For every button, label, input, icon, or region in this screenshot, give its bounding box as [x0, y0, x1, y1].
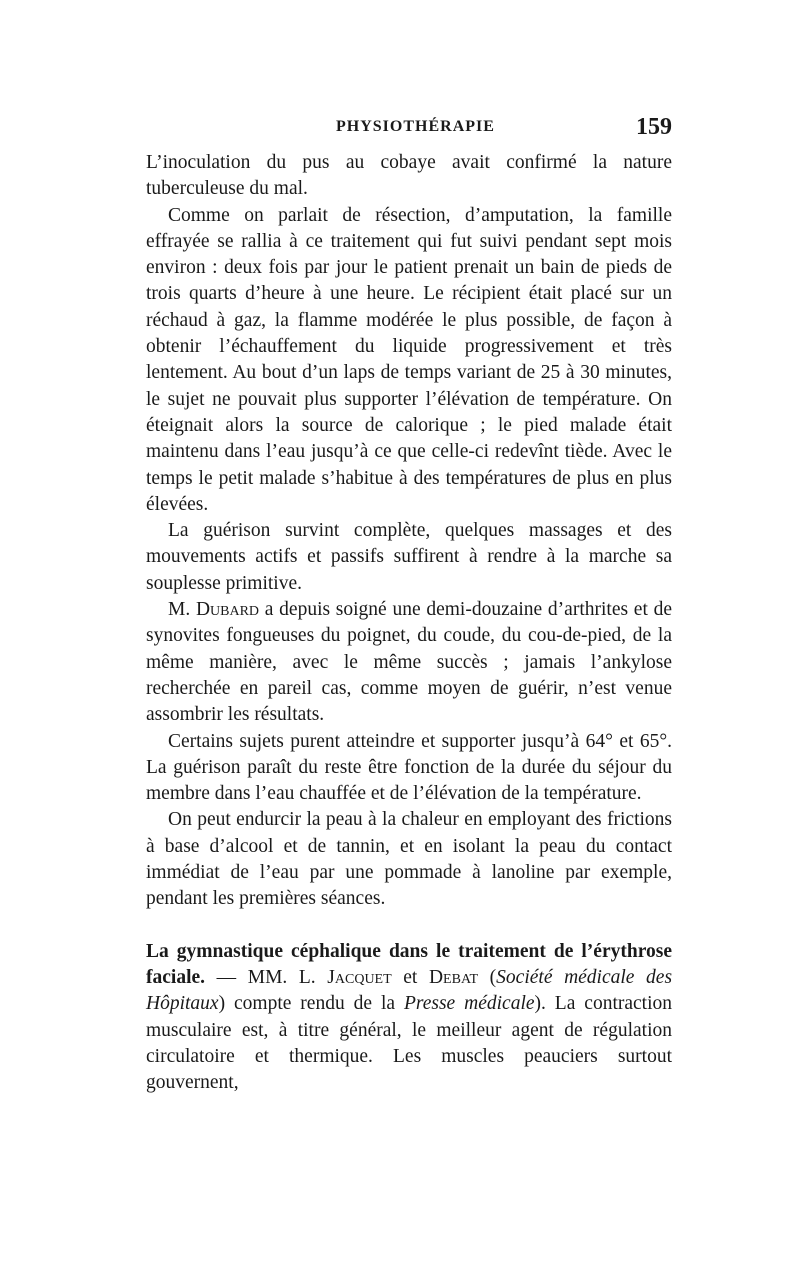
paragraph-dubard — [146, 597, 672, 728]
section-continuation: ). La contraction musculaire est, à titre général, le meilleur agent de régulation circulatoire et thermique. Les muscles peauciers surtout gouvernent, — [146, 993, 672, 1094]
authors-conj: et — [403, 966, 418, 988]
author-debat: Debat — [428, 966, 479, 988]
page-number: 159 — [636, 114, 672, 140]
author-dubard: Dubard — [195, 599, 260, 621]
section-dash: — — [216, 966, 237, 988]
running-head: PHYSIOTHÉRAPIE — [336, 118, 495, 135]
section-title: La gymnastique céphalique dans le traitement de l’érythrose faciale. — [146, 940, 672, 988]
authors-prefix: MM. L. — [247, 966, 316, 988]
paragraph-1: L’inoculation du pus au cobaye avait confirmé la nature tuberculeuse du mal. — [146, 152, 672, 200]
body-text — [146, 150, 672, 1096]
paragraph-5: Certains sujets purent atteindre et supporter jusqu’à 64° et 65°. La guérison paraît du reste être fonction de la durée du séjour du membre dans l’eau chauffée et de l’élévation de la température. — [146, 730, 672, 805]
source-open: ( — [489, 966, 497, 988]
source-close: ) — [218, 993, 226, 1015]
paragraph-3: La guérison survint complète, quelques massages et des mouvements actifs et passifs suffirent à rendre à la marche sa souplesse primitive. — [146, 520, 672, 594]
page-header — [146, 114, 682, 144]
author-jacquet: Jacquet — [327, 966, 392, 988]
paragraph-6: On peut endurcir la peau à la chaleur en employant des frictions à base d’alcool et de tannin, et en isolant la peau du contact immédiat de l’eau par une pommade à lanoline par exemple, pendant les premières séances. — [146, 809, 672, 910]
journal-presse-medicale: Presse médicale — [403, 993, 535, 1015]
source-journal: Société médicale des Hôpitaux — [146, 966, 673, 1015]
dubard-prefix: M. — [168, 599, 191, 621]
section-paragraph — [146, 939, 672, 1097]
dubard-text: a depuis soigné une demi-douzaine d’arthrites et de synovites fongueuses du poignet, du coude, du cou-de-pied, de la même manière, avec le même succès ; jamais l’ankylose recherchée en pareil cas, comme moyen de guérir, n’est venue assombrir les résultats. — [146, 599, 672, 726]
paragraph-2: Comme on parlait de résection, d’amputation, la famille effrayée se rallia à ce traitement qui fut suivi pendant sept mois environ : deux fois par jour le patient prenait un bain de pieds de trois quarts d’heure à une heure. Le récipient était placé sur un réchaud à gaz, la flamme modérée le plus possible, de façon à obtenir l’échauffement du liquide progressivement et très lentement. Au bout d’un laps de temps variant de 25 à 30 minutes, le sujet ne pouvait plus supporter l’élévation de température. On éteignait alors la source de calorique ; le pied malade était maintenu dans l’eau jusqu’à ce que celle-ci redevînt tiède. Avec le temps le petit malade s’habitue à des températures de plus en plus élevées. — [146, 204, 672, 515]
report-text: compte rendu de la — [234, 993, 396, 1015]
